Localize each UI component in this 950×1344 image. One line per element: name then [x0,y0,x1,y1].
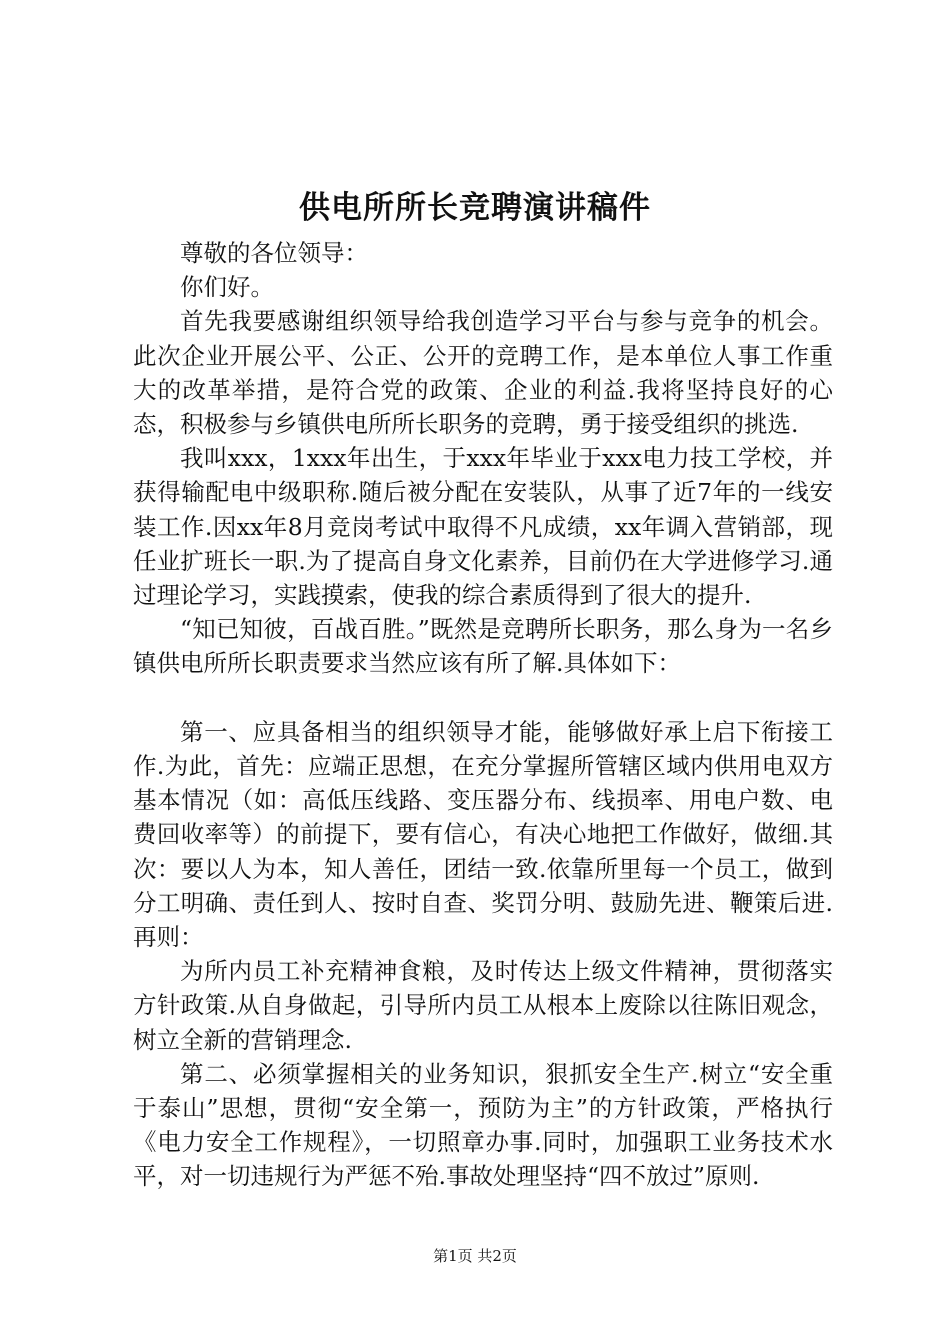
paragraph-greeting: 你们好。 [180,273,274,302]
document-body [133,236,833,1194]
paragraph-intro: 首先我要感谢组织领导给我创造学习平台与参与竞争的机会。此次企业开展公平、公正、公开的竞聘工作，是本单位人事工作重大的改革举措，是符合党的政策、企业的利益.我将坚持良好的心态，积极参与乡镇供电所所长职务的竞聘，勇于接受组织的挑选. [133,307,833,439]
paragraph-spacer [133,681,833,715]
paragraph-salutation: 尊敬的各位领导： [180,239,368,267]
page-footer: 第1页 共2页 [433,1247,517,1265]
paragraph-point-one-continued: 为所内员工补充精神食粮，及时传达上级文件精神，贯彻落实方针政策.从自身做起，引导所内员工从根本上废除以往陈旧观念，树立全新的营销理念. [133,957,833,1054]
paragraph-point-one: 第一、应具备相当的组织领导才能，能够做好承上启下衔接工作.为此，首先：应端正思想，在充分掌握所管辖区域内供用电双方基本情况（如：高低压线路、变压器分布、线损率、用电户数、电费回收率等）的前提下，要有信心，有决心地把工作做好，做细.其次：要以人为本，知人善任，团结一致.依靠所里每一个员工，做到分工明确、责任到人、按时自查、奖罚分明、鼓励先进、鞭策后进.再则： [133,717,833,952]
paragraph-duties-intro: “知已知彼，百战百胜。”既然是竞聘所长职务，那么身为一名乡镇供电所所长职责要求当然应该有所了解.具体如下： [133,615,833,678]
paragraph-point-two: 第二、必须掌握相关的业务知识，狠抓安全生产.树立“安全重于泰山”思想，贯彻“安全第一，预防为主”的方针政策，严格执行《电力安全工作规程》，一切照章办事.同时，加强职工业务技术水平，对一切违规行为严惩不殆.事故处理坚持“四不放过”原则. [133,1059,833,1191]
paragraph-self-introduction: 我叫xxx，1xxx年出生，于xxx年毕业于xxx电力技工学校，并获得输配电中级职称.随后被分配在安装队，从事了近7年的一线安装工作.因xx年8月竞岗考试中取得不凡成绩，xx年调入营销部，现任业扩班长一职.为了提高自身文化素养，目前仍在大学进修学习.通过理论学习，实践摸索，使我的综合素质得到了很大的提升. [133,444,833,610]
document-title: 供电所所长竞聘演讲稿件 [299,190,651,226]
